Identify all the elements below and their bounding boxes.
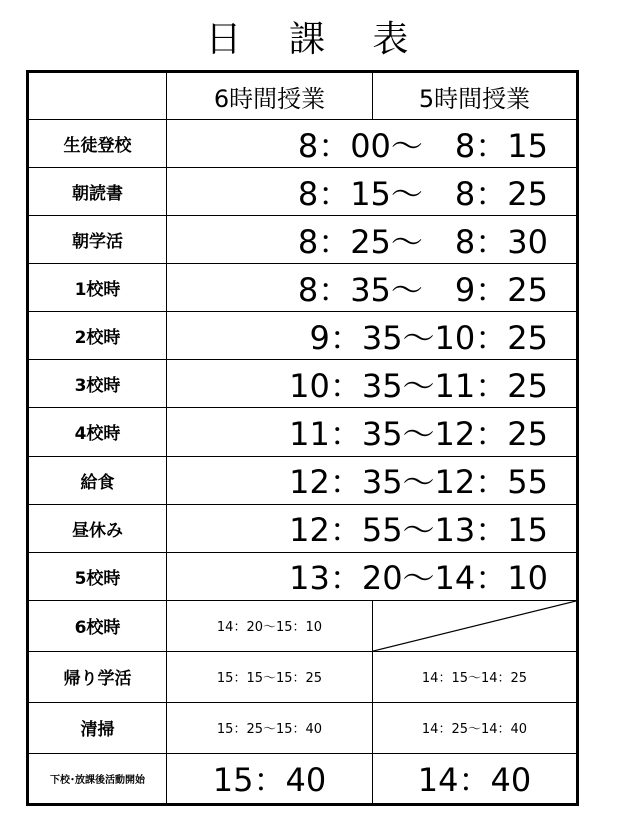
table-row xyxy=(28,651,578,702)
table-row xyxy=(28,264,578,312)
row-label: 帰り学活 xyxy=(28,651,167,702)
page-title: 日 課 表 xyxy=(205,19,427,60)
table-row xyxy=(28,408,578,456)
five-period-time: 14：25～14：40 xyxy=(373,702,578,753)
row-label: 清掃 xyxy=(28,702,167,753)
table-row xyxy=(28,504,578,552)
time-range: 12：55～13：15 xyxy=(167,504,578,552)
table-row xyxy=(28,702,578,753)
row-label: 5校時 xyxy=(28,552,167,600)
header-blank-cell xyxy=(28,72,167,120)
table-row xyxy=(28,216,578,264)
table-row xyxy=(28,312,578,360)
row-label: 朝読書 xyxy=(28,168,167,216)
time-range: 10：35～11：25 xyxy=(167,360,578,408)
diagonal-slash xyxy=(373,601,576,651)
six-period-time: 15：25～15：40 xyxy=(167,702,373,753)
row-label: 給食 xyxy=(28,456,167,504)
row-label: 3校時 xyxy=(28,360,167,408)
five-period-time: 14：15～14：25 xyxy=(373,651,578,702)
row-label: 昼休み xyxy=(28,504,167,552)
time-range: 8：25～ 8：30 xyxy=(167,216,578,264)
row-label: 下校･放課後活動開始 xyxy=(28,753,167,804)
header-six-period: 6時間授業 xyxy=(167,72,373,120)
time-range: 13：20～14：10 xyxy=(167,552,578,600)
time-range: 11：35～12：25 xyxy=(167,408,578,456)
time-range: 8：15～ 8：25 xyxy=(167,168,578,216)
row-label: 4校時 xyxy=(28,408,167,456)
time-range: 9：35～10：25 xyxy=(167,312,578,360)
time-range: 12：35～12：55 xyxy=(167,456,578,504)
table-row xyxy=(28,552,578,600)
row-label: 朝学活 xyxy=(28,216,167,264)
time-range: 8：00～ 8：15 xyxy=(167,120,578,168)
table-row xyxy=(28,120,578,168)
table-row xyxy=(28,753,578,804)
schedule-table xyxy=(26,70,579,806)
row-label: 生徒登校 xyxy=(28,120,167,168)
header-row xyxy=(28,72,578,120)
six-period-dismissal: 15：40 xyxy=(167,753,373,804)
table-row xyxy=(28,360,578,408)
table-row xyxy=(28,168,578,216)
row-label: 6校時 xyxy=(28,600,167,651)
five-period-dismissal: 14：40 xyxy=(373,753,578,804)
not-applicable-cell xyxy=(373,600,578,651)
table-row xyxy=(28,456,578,504)
time-range: 8：35～ 9：25 xyxy=(167,264,578,312)
header-five-period: 5時間授業 xyxy=(373,72,578,120)
six-period-time: 14：20～15：10 xyxy=(167,600,373,651)
row-label: 1校時 xyxy=(28,264,167,312)
table-row xyxy=(28,600,578,651)
row-label: 2校時 xyxy=(28,312,167,360)
six-period-time: 15：15～15：25 xyxy=(167,651,373,702)
